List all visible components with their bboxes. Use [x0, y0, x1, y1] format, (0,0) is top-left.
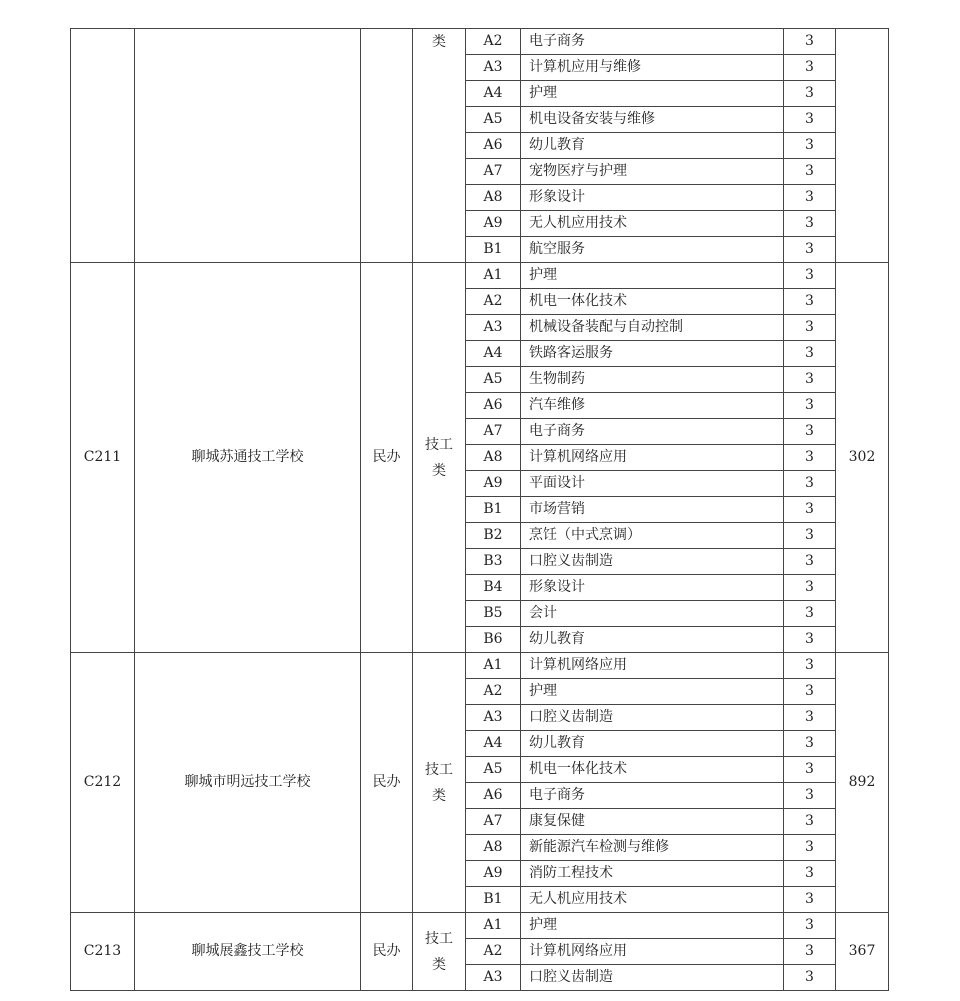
major-code: A7 [466, 419, 521, 445]
major-name: 机电一体化技术 [521, 757, 784, 783]
major-name: 计算机网络应用 [521, 939, 784, 965]
major-code: A3 [466, 55, 521, 81]
major-name: 护理 [521, 913, 784, 939]
enrollment-count: 367 [836, 913, 889, 991]
study-years: 3 [784, 601, 836, 627]
study-years: 3 [784, 81, 836, 107]
enrollment-count: 302 [836, 263, 889, 653]
major-name: 无人机应用技术 [521, 211, 784, 237]
study-years: 3 [784, 705, 836, 731]
major-code: A2 [466, 939, 521, 965]
study-years: 3 [784, 835, 836, 861]
major-code: B1 [466, 497, 521, 523]
study-years: 3 [784, 653, 836, 679]
major-name: 口腔义齿制造 [521, 549, 784, 575]
major-code: B1 [466, 887, 521, 913]
study-years: 3 [784, 55, 836, 81]
study-years: 3 [784, 731, 836, 757]
major-name: 机电一体化技术 [521, 289, 784, 315]
major-code: A5 [466, 757, 521, 783]
study-years: 3 [784, 757, 836, 783]
major-name: 汽车维修 [521, 393, 784, 419]
study-years: 3 [784, 211, 836, 237]
school-category: 类 [413, 29, 466, 263]
study-years: 3 [784, 523, 836, 549]
major-name: 口腔义齿制造 [521, 965, 784, 991]
study-years: 3 [784, 315, 836, 341]
major-code: A3 [466, 965, 521, 991]
study-years: 3 [784, 471, 836, 497]
school-code: C212 [71, 653, 135, 913]
study-years: 3 [784, 367, 836, 393]
major-code: A8 [466, 445, 521, 471]
major-code: A9 [466, 471, 521, 497]
major-name: 形象设计 [521, 575, 784, 601]
major-name: 电子商务 [521, 29, 784, 55]
study-years: 3 [784, 913, 836, 939]
major-code: A8 [466, 835, 521, 861]
major-code: B4 [466, 575, 521, 601]
major-code: B2 [466, 523, 521, 549]
study-years: 3 [784, 939, 836, 965]
study-years: 3 [784, 861, 836, 887]
enrollment-count [836, 29, 889, 263]
major-code: A1 [466, 913, 521, 939]
major-name: 护理 [521, 679, 784, 705]
major-code: A3 [466, 315, 521, 341]
major-code: A9 [466, 211, 521, 237]
study-years: 3 [784, 341, 836, 367]
major-code: A6 [466, 133, 521, 159]
study-years: 3 [784, 159, 836, 185]
school-code: C211 [71, 263, 135, 653]
major-name: 机电设备安装与维修 [521, 107, 784, 133]
major-code: A2 [466, 289, 521, 315]
major-code: A4 [466, 731, 521, 757]
major-name: 计算机网络应用 [521, 445, 784, 471]
major-code: A2 [466, 679, 521, 705]
major-code: B6 [466, 627, 521, 653]
major-name: 宠物医疗与护理 [521, 159, 784, 185]
major-code: A5 [466, 367, 521, 393]
major-name: 平面设计 [521, 471, 784, 497]
major-name: 新能源汽车检测与维修 [521, 835, 784, 861]
major-name: 铁路客运服务 [521, 341, 784, 367]
study-years: 3 [784, 419, 836, 445]
major-code: A4 [466, 81, 521, 107]
school-code: C213 [71, 913, 135, 991]
major-name: 烹饪（中式烹调） [521, 523, 784, 549]
study-years: 3 [784, 575, 836, 601]
study-years: 3 [784, 133, 836, 159]
major-name: 幼儿教育 [521, 627, 784, 653]
major-name: 幼儿教育 [521, 133, 784, 159]
major-code: A7 [466, 809, 521, 835]
major-code: A7 [466, 159, 521, 185]
study-years: 3 [784, 679, 836, 705]
major-name: 会计 [521, 601, 784, 627]
major-code: A3 [466, 705, 521, 731]
study-years: 3 [784, 627, 836, 653]
enrollment-table [70, 28, 889, 991]
study-years: 3 [784, 783, 836, 809]
major-name: 电子商务 [521, 783, 784, 809]
table-row [71, 653, 889, 679]
major-name: 无人机应用技术 [521, 887, 784, 913]
major-code: B5 [466, 601, 521, 627]
enrollment-count: 892 [836, 653, 889, 913]
school-name: 聊城展鑫技工学校 [135, 913, 361, 991]
major-code: A6 [466, 783, 521, 809]
study-years: 3 [784, 185, 836, 211]
table-row [71, 29, 889, 55]
major-name: 口腔义齿制造 [521, 705, 784, 731]
major-name: 形象设计 [521, 185, 784, 211]
school-type: 民办 [361, 653, 413, 913]
school-category: 技工类 [413, 913, 466, 991]
major-code: B3 [466, 549, 521, 575]
major-code: A4 [466, 341, 521, 367]
major-name: 幼儿教育 [521, 731, 784, 757]
school-name [135, 29, 361, 263]
study-years: 3 [784, 237, 836, 263]
major-name: 市场营销 [521, 497, 784, 523]
major-code: A9 [466, 861, 521, 887]
major-name: 生物制药 [521, 367, 784, 393]
study-years: 3 [784, 809, 836, 835]
study-years: 3 [784, 497, 836, 523]
table-row [71, 263, 889, 289]
major-name: 康复保健 [521, 809, 784, 835]
major-code: A8 [466, 185, 521, 211]
study-years: 3 [784, 887, 836, 913]
major-name: 消防工程技术 [521, 861, 784, 887]
major-name: 护理 [521, 263, 784, 289]
study-years: 3 [784, 263, 836, 289]
major-code: A2 [466, 29, 521, 55]
study-years: 3 [784, 965, 836, 991]
table-row [71, 913, 889, 939]
major-code: A1 [466, 653, 521, 679]
study-years: 3 [784, 29, 836, 55]
school-type [361, 29, 413, 263]
major-code: A5 [466, 107, 521, 133]
study-years: 3 [784, 445, 836, 471]
school-type: 民办 [361, 913, 413, 991]
major-code: A6 [466, 393, 521, 419]
school-type: 民办 [361, 263, 413, 653]
school-category: 技工类 [413, 263, 466, 653]
table-body [71, 29, 889, 991]
major-code: A1 [466, 263, 521, 289]
major-name: 计算机应用与维修 [521, 55, 784, 81]
major-name: 护理 [521, 81, 784, 107]
study-years: 3 [784, 289, 836, 315]
school-code [71, 29, 135, 263]
study-years: 3 [784, 107, 836, 133]
major-code: B1 [466, 237, 521, 263]
school-category: 技工类 [413, 653, 466, 913]
major-name: 计算机网络应用 [521, 653, 784, 679]
school-name: 聊城苏通技工学校 [135, 263, 361, 653]
study-years: 3 [784, 549, 836, 575]
major-name: 机械设备装配与自动控制 [521, 315, 784, 341]
school-name: 聊城市明远技工学校 [135, 653, 361, 913]
study-years: 3 [784, 393, 836, 419]
major-name: 航空服务 [521, 237, 784, 263]
major-name: 电子商务 [521, 419, 784, 445]
